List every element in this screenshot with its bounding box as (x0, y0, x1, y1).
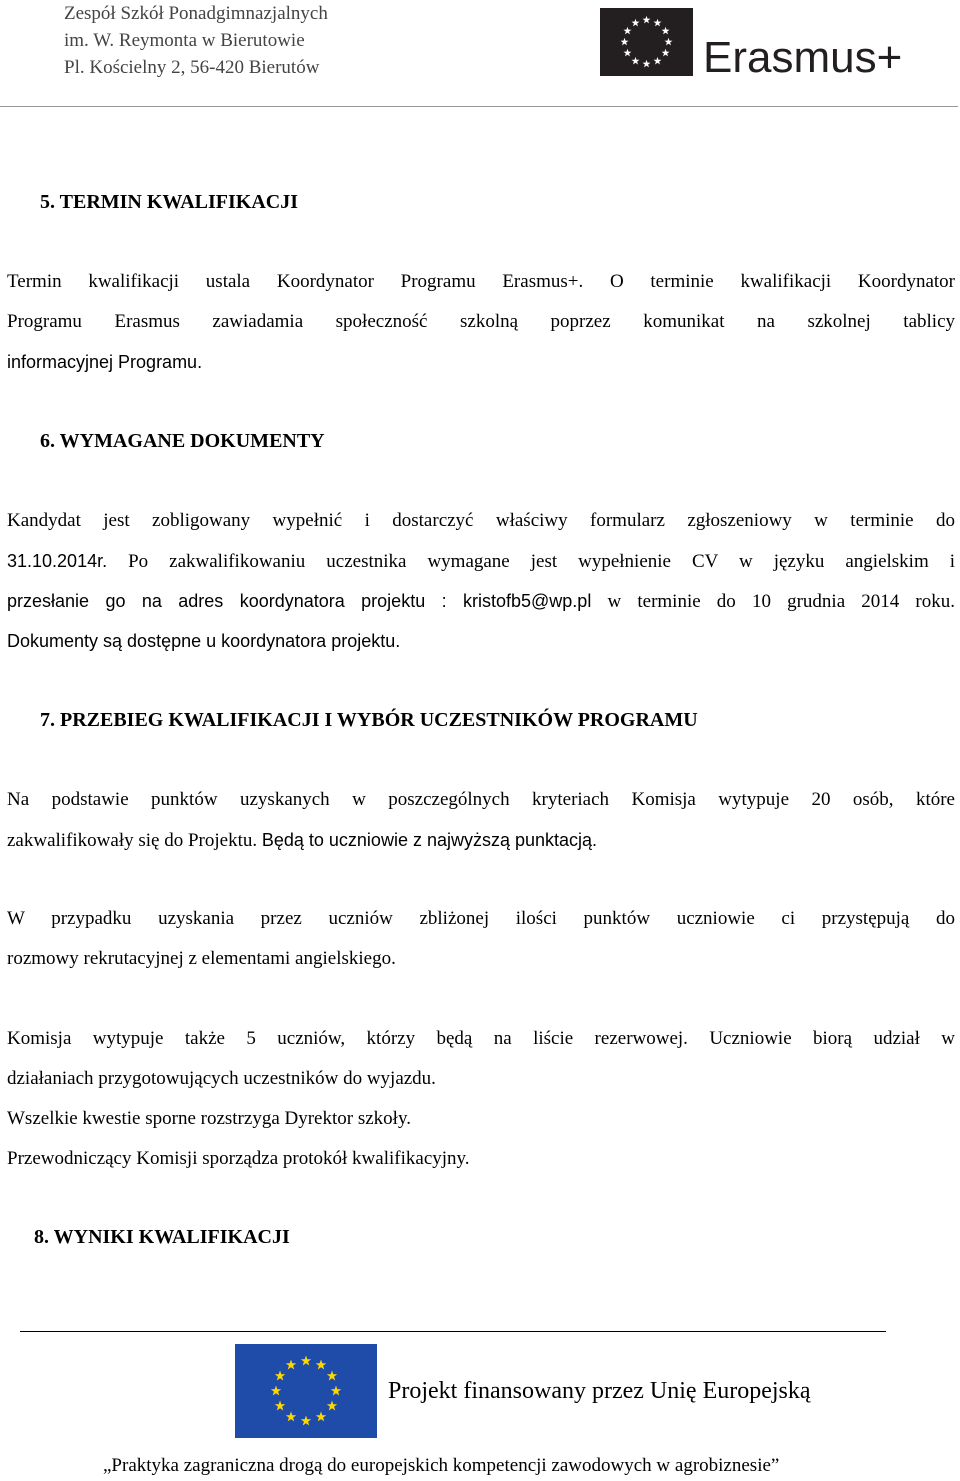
header-divider (0, 106, 958, 107)
section-7-p1-line-2a: zakwalifikowały się do Projektu. (7, 830, 258, 851)
section-5-line-2: Programu Erasmus zawiadamia społeczność szkolną poprzez komunikat na szkolnej tablicy (7, 311, 955, 332)
eu-stars-icon (235, 1344, 377, 1438)
section-6-line-1: Kandydat jest zobligowany wypełnić i dostarczyć właściwy formularz zgłoszeniowy w terminie do (7, 510, 955, 531)
section-6-line-4-text: Dokumenty są dostępne u koordynatora projektu. (7, 631, 401, 651)
erasmus-logo-text: Erasmus+ (703, 33, 903, 78)
section-7-heading: 7. PRZEBIEG KWALIFIKACJI I WYBÓR UCZESTNIKÓW PROGRAMU (40, 709, 698, 731)
section-6-line-4 (7, 621, 955, 662)
section-6-line-3 (7, 581, 955, 622)
footer-divider (20, 1331, 886, 1332)
section-7-p5: Przewodniczący Komisji sporządza protokół kwalifikacyjny. (7, 1148, 470, 1169)
section-5-line-3 (7, 342, 955, 383)
erasmus-logo (600, 8, 920, 78)
school-header (64, 0, 328, 81)
section-7-p3-line-2: działaniach przygotowujących uczestników do wyjazdu. (7, 1068, 436, 1089)
coordinator-email: przesłanie go na adres koordynatora projektu : kristofb5@wp.pl (7, 591, 592, 611)
section-5-line-1: Termin kwalifikacji ustala Koordynator Programu Erasmus+. O terminie kwalifikacji Koordynator (7, 271, 955, 292)
eu-flag (235, 1344, 377, 1438)
section-5-heading: 5. TERMIN KWALIFIKACJI (40, 191, 298, 213)
section-7-p3-line-1a: Komisja wytypuje także 5 uczniów, którzy będą na liście rezerwowej. (7, 1028, 688, 1049)
section-6-line-3-text: w terminie do 10 grudnia 2014 roku. (607, 591, 956, 612)
section-6-line-2 (7, 541, 955, 582)
section-6-line-2-text: Po zakwalifikowaniu uczestnika wymagane jest wypełnienie CV w języku angielskim i (128, 551, 956, 572)
school-patron: im. W. Reymonta w Bierutowie (64, 30, 305, 51)
school-address: Pl. Kościelny 2, 56-420 Bierutów (64, 57, 320, 78)
section-6-heading: 6. WYMAGANE DOKUMENTY (40, 430, 325, 452)
project-slogan: „Praktyka zagraniczna drogą do europejskich kompetencji zawodowych w agrobiznesie” (103, 1455, 780, 1476)
section-7-p2-line-2: rozmowy rekrutacyjnej z elementami angielskiego. (7, 948, 396, 969)
school-name: Zespół Szkół Ponadgimnazjalnych (64, 3, 328, 24)
deadline-date: 31.10.2014r. (7, 551, 108, 571)
section-7-p4: Wszelkie kwestie sporne rozstrzyga Dyrektor szkoły. (7, 1108, 411, 1129)
funding-statement: Projekt finansowany przez Unię Europejską (388, 1378, 811, 1404)
section-7-p1-line-1: Na podstawie punktów uzyskanych w poszczególnych kryteriach Komisja wytypuje 20 osób, które (7, 789, 955, 810)
section-7-p3-line-1 (7, 1019, 955, 1059)
section-7-p1-line-2 (7, 820, 955, 861)
section-5-line-3-text: informacyjnej Programu. (7, 352, 203, 372)
eu-flag-icon (600, 8, 920, 78)
section-7-p1-line-2b: Będą to uczniowie z najwyższą punktacją. (261, 830, 598, 850)
section-7-p3-line-1b: Uczniowie biorą udział w (709, 1028, 956, 1049)
section-8-heading: 8. WYNIKI KWALIFIKACJI (34, 1226, 290, 1248)
section-7-p2-line-1: W przypadku uzyskania przez uczniów zbliżonej ilości punktów uczniowie ci przystępują do (7, 908, 955, 929)
